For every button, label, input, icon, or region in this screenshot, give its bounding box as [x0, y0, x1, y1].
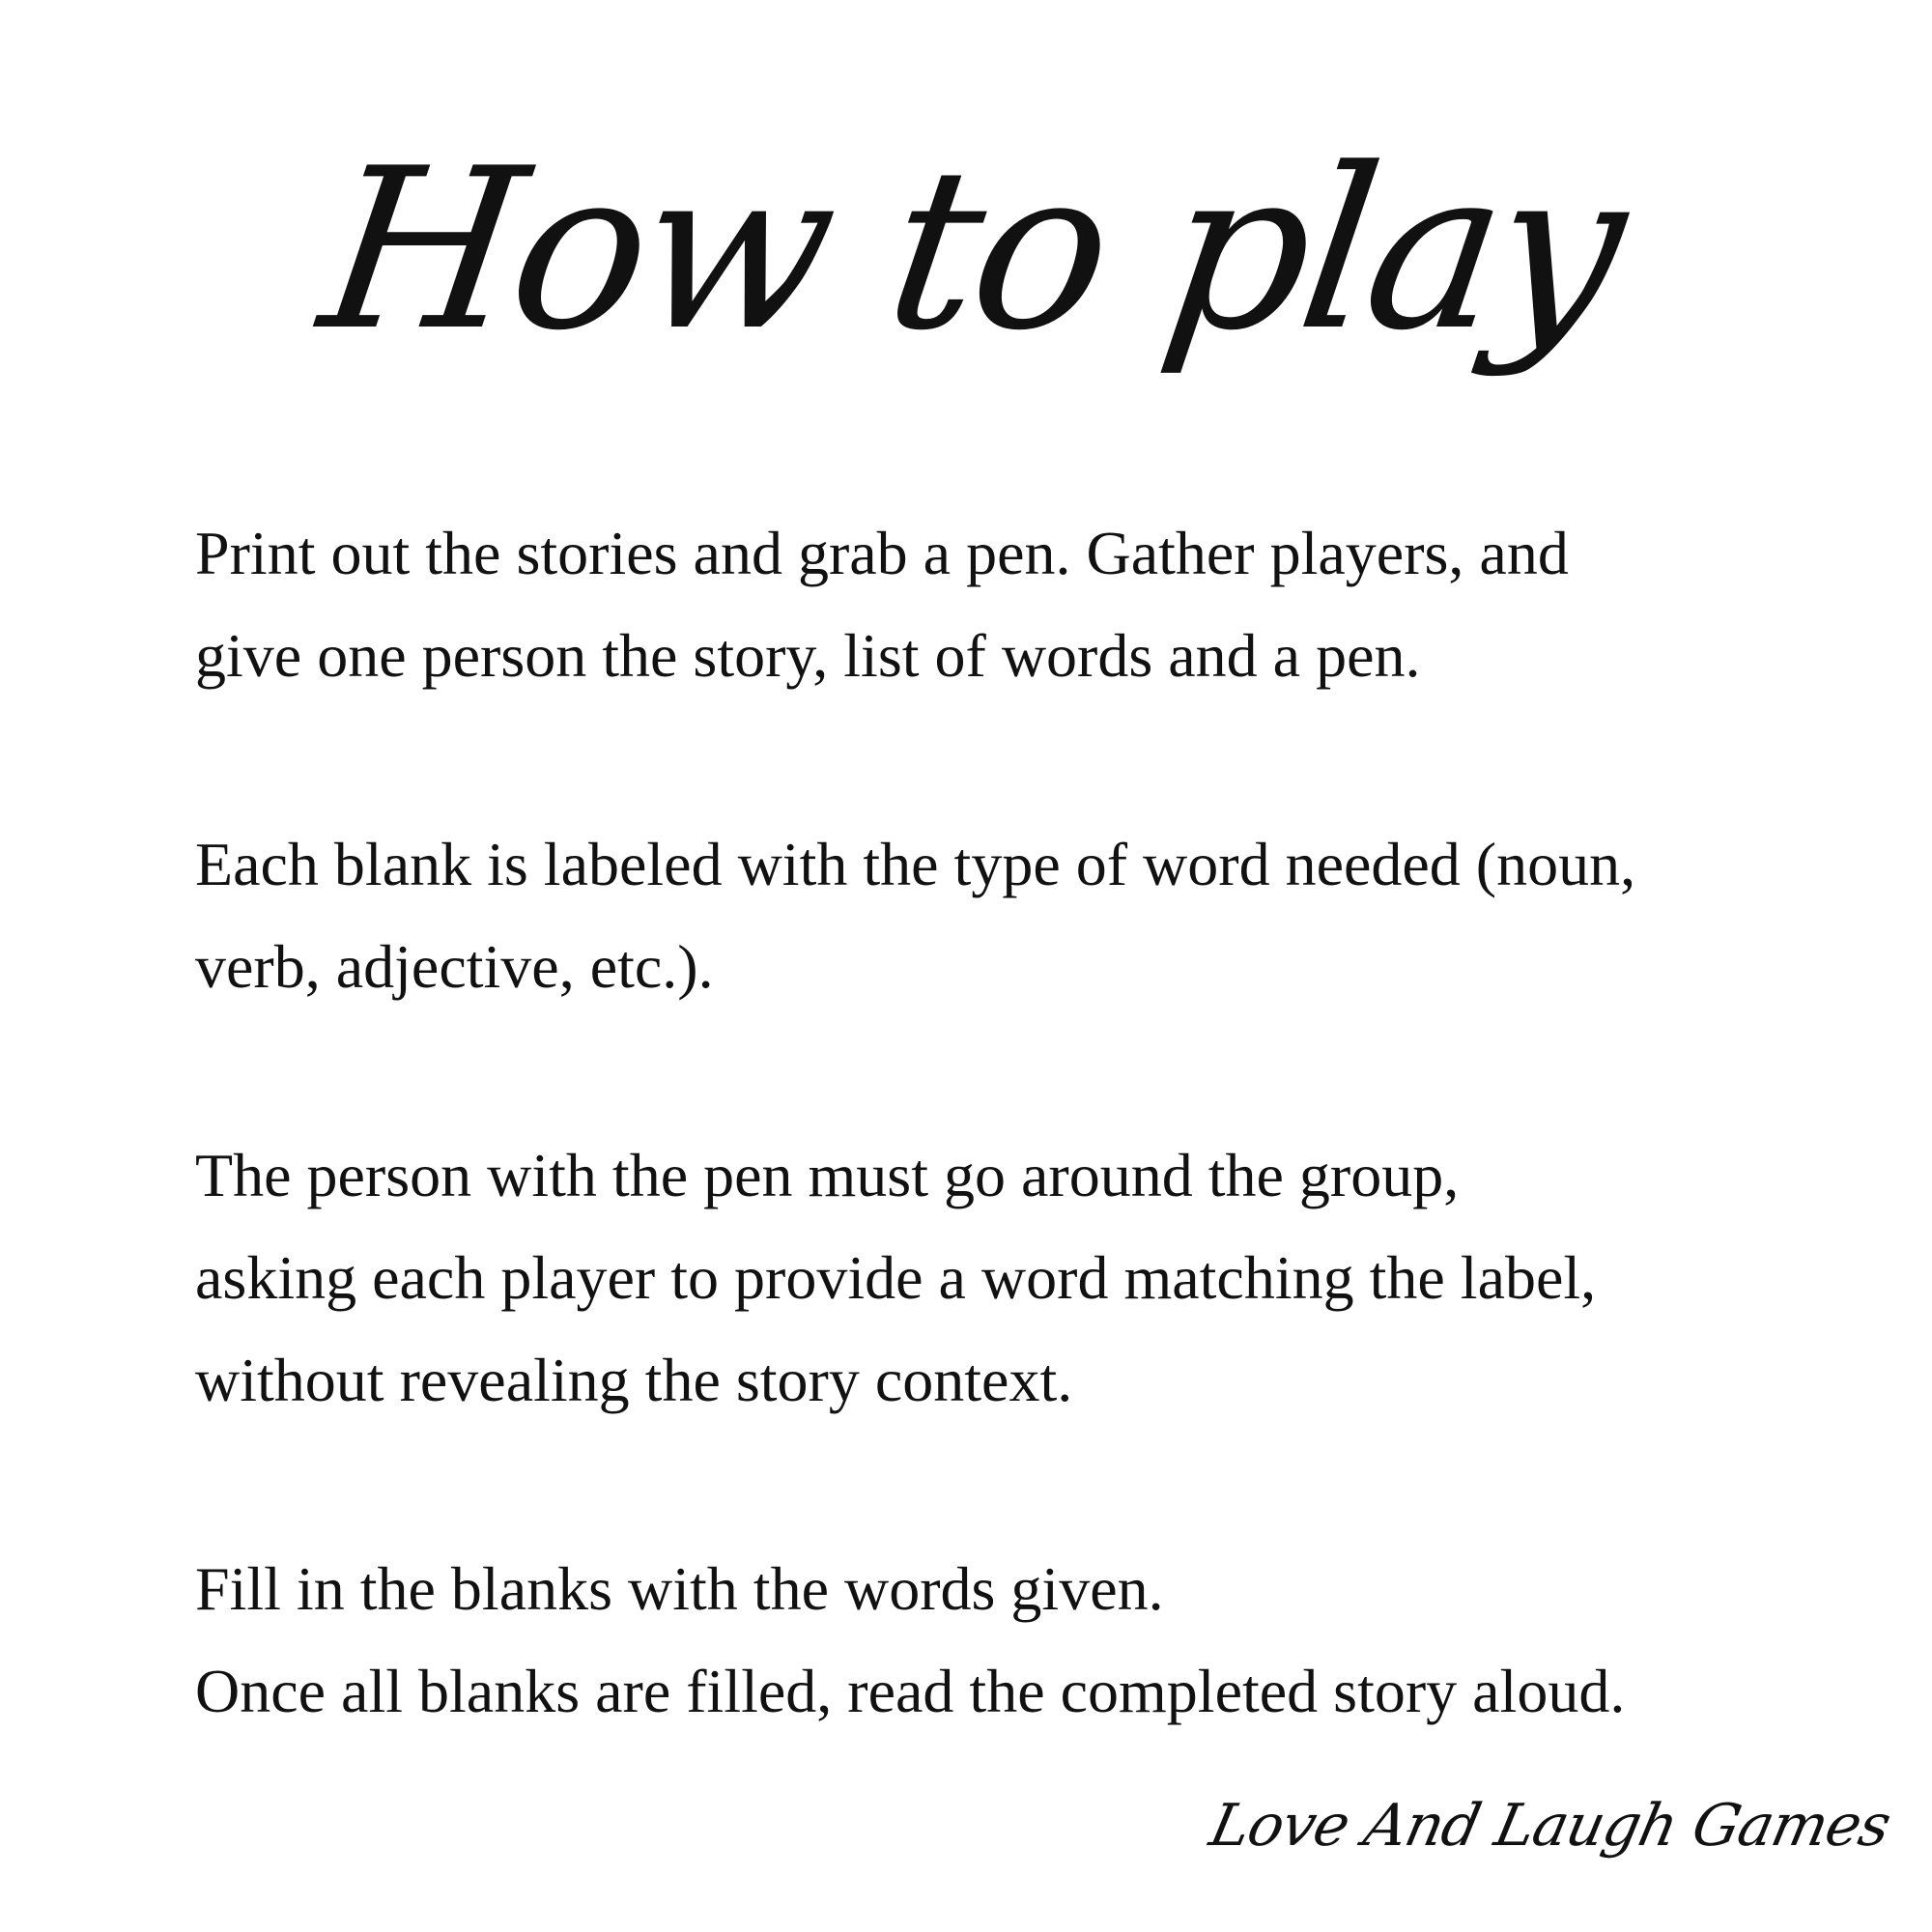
instruction-line: The person with the pen must go around the group, [195, 1141, 1460, 1209]
instruction-line: without revealing the story context. [195, 1346, 1073, 1414]
instruction-line: Print out the stories and grab a pen. Gather players, and [195, 519, 1569, 587]
brand-signature: Love And Laugh Games [1204, 1792, 1896, 1860]
instruction-paragraph-2 [195, 813, 1779, 1018]
instruction-paragraph-4 [195, 1538, 1779, 1743]
instruction-paragraph-3 [195, 1124, 1779, 1432]
instruction-line: Once all blanks are filled, read the completed story aloud. [195, 1657, 1626, 1725]
instruction-line: give one person the story, list of words and a pen. [195, 621, 1421, 690]
instructions-body [195, 502, 1779, 1743]
instruction-line: asking each player to provide a word matching the label, [195, 1243, 1597, 1312]
instruction-line: verb, adjective, etc.). [195, 932, 714, 1001]
instruction-line: Fill in the blanks with the words given. [195, 1554, 1164, 1623]
instruction-line: Each blank is labeled with the type of word needed (noun, [195, 830, 1636, 898]
page-title: How to play [308, 122, 1634, 380]
instruction-paragraph-1 [195, 502, 1779, 707]
